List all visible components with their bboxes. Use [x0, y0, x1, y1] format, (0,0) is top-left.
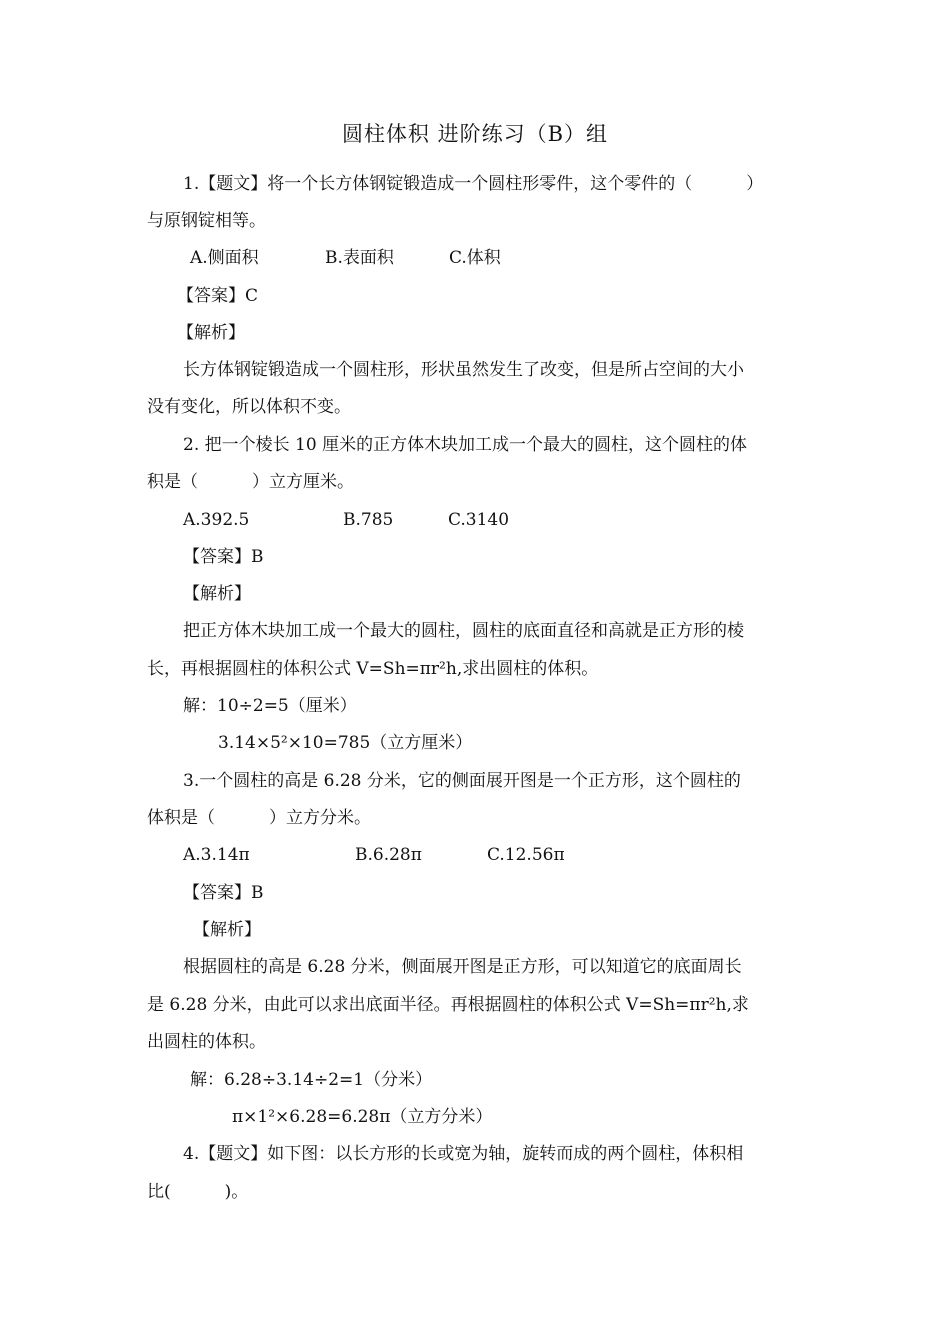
q3-stem-line1: 3.一个圆柱的高是 6.28 分米，它的侧面展开图是一个正方形，这个圆柱的 — [183, 771, 741, 791]
q1-option-b: B.表面积 — [325, 248, 394, 268]
q4-stem-line1: 4.【题文】如下图：以长方形的长或宽为轴，旋转而成的两个圆柱，体积相 — [183, 1144, 744, 1164]
q2-solution-line2: 3.14×5²×10=785（立方厘米） — [218, 733, 473, 753]
q2-option-c: C.3140 — [448, 510, 510, 530]
q3-answer: 【答案】B — [183, 883, 264, 903]
q3-analysis-line1: 根据圆柱的高是 6.28 分米，侧面展开图是正方形，可以知道它的底面周长 — [183, 957, 742, 977]
q1-stem-line2: 与原钢锭相等。 — [147, 211, 266, 231]
q2-option-a: A.392.5 — [183, 510, 250, 530]
q3-stem-line2: 体积是（ ）立方分米。 — [147, 808, 372, 828]
q3-option-a: A.3.14π — [183, 845, 250, 865]
page-title: 圆柱体积 进阶练习（B）组 — [341, 122, 609, 146]
q2-stem-line1: 2. 把一个棱长 10 厘米的正方体木块加工成一个最大的圆柱，这个圆柱的体 — [183, 435, 748, 455]
q3-solution-line2: π×1²×6.28=6.28π（立方分米） — [232, 1107, 493, 1127]
q1-answer: 【答案】C — [177, 286, 259, 306]
q3-analysis-line2: 是 6.28 分米，由此可以求出底面半径。再根据圆柱的体积公式 V=Sh=πr²h,求 — [147, 995, 749, 1015]
q3-solution-line1: 解：6.28÷3.14÷2=1（分米） — [190, 1070, 433, 1090]
q1-analysis-label: 【解析】 — [177, 323, 245, 343]
q2-answer: 【答案】B — [183, 547, 264, 567]
q2-solution-line1: 解：10÷2=5（厘米） — [183, 696, 357, 716]
q2-stem-line2: 积是（ ）立方厘米。 — [147, 472, 355, 492]
q3-option-c: C.12.56π — [487, 845, 565, 865]
q2-analysis-label: 【解析】 — [183, 584, 251, 604]
q2-option-b: B.785 — [343, 510, 394, 530]
q1-analysis-line1: 长方体钢锭锻造成一个圆柱形，形状虽然发生了改变，但是所占空间的大小 — [183, 360, 744, 380]
q3-option-b: B.6.28π — [355, 845, 422, 865]
q4-stem-line2: 比( )。 — [147, 1182, 249, 1202]
q2-analysis-line1: 把正方体木块加工成一个最大的圆柱，圆柱的底面直径和高就是正方形的棱 — [183, 621, 744, 641]
q3-analysis-label: 【解析】 — [193, 920, 261, 940]
q1-option-a: A.侧面积 — [190, 248, 259, 268]
q1-option-c: C.体积 — [449, 248, 501, 268]
q1-stem-line1: 1.【题文】将一个长方体钢锭锻造成一个圆柱形零件，这个零件的（ ） — [183, 174, 764, 194]
q1-analysis-line2: 没有变化，所以体积不变。 — [147, 397, 351, 417]
q2-analysis-line2: 长，再根据圆柱的体积公式 V=Sh=πr²h,求出圆柱的体积。 — [147, 659, 599, 679]
q3-analysis-line3: 出圆柱的体积。 — [147, 1032, 266, 1052]
